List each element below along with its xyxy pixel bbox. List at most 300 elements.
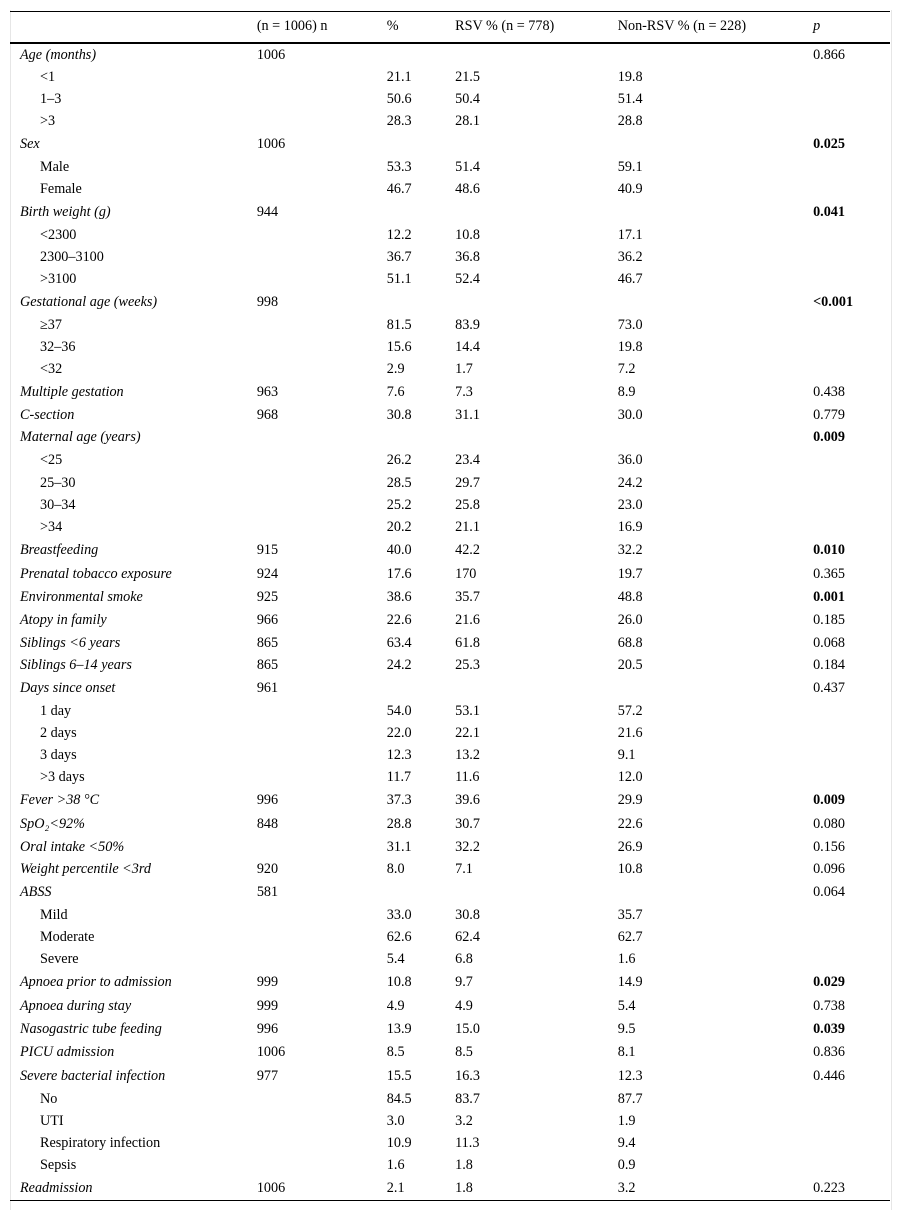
- row-p: 0.041: [813, 204, 845, 220]
- table-row: [10, 495, 890, 517]
- row-pct: 38.6: [386, 589, 412, 605]
- row-label: <32: [40, 361, 63, 377]
- header-n: (n = 1006) n: [257, 12, 387, 43]
- row-nonrsv: 12.0: [617, 769, 643, 785]
- row-label: Environmental smoke: [20, 589, 143, 605]
- row-label: 1–3: [40, 91, 62, 107]
- row-n: [257, 111, 387, 133]
- row-n: 1006: [256, 136, 286, 152]
- row-nonrsv: 68.8: [617, 635, 643, 651]
- row-pct: 53.3: [386, 159, 412, 175]
- row-label: Birth weight (g): [20, 204, 111, 220]
- table-row: [10, 539, 890, 563]
- row-label: Gestational age (weeks): [20, 294, 158, 310]
- row-n: 996: [256, 1021, 279, 1037]
- row-rsv: 29.7: [455, 475, 480, 491]
- row-pct: 30.8: [386, 407, 412, 423]
- row-pct: 15.6: [386, 339, 412, 355]
- row-rsv: 28.1: [455, 113, 480, 129]
- row-rsv: 32.2: [455, 839, 480, 855]
- row-pct: 51.1: [386, 271, 412, 287]
- row-pct: [387, 201, 455, 225]
- row-label: Sex: [20, 136, 40, 152]
- table-row: [10, 405, 890, 427]
- row-rsv: 23.4: [455, 452, 480, 468]
- row-rsv: 1.8: [455, 1177, 618, 1201]
- row-n: [257, 949, 387, 971]
- row-pct: 2.9: [386, 361, 405, 377]
- row-pct: 81.5: [386, 317, 412, 333]
- row-p: 0.223: [813, 1177, 890, 1201]
- row-rsv: 11.3: [455, 1135, 480, 1151]
- table-row: [10, 745, 890, 767]
- table-row: [10, 995, 890, 1019]
- row-rsv: 21.6: [455, 612, 480, 628]
- row-pct: 40.0: [386, 542, 412, 558]
- row-pct: 5.4: [386, 951, 405, 967]
- row-label: 1 day: [40, 703, 72, 719]
- row-nonrsv: 3.2: [618, 1177, 813, 1201]
- row-pct: 63.4: [386, 635, 412, 651]
- row-label: Apnoea prior to admission: [20, 974, 172, 990]
- row-p: [813, 1111, 890, 1133]
- row-pct: 33.0: [386, 907, 412, 923]
- row-nonrsv: [618, 133, 813, 157]
- row-nonrsv: 8.1: [617, 1044, 636, 1060]
- row-nonrsv: [618, 43, 813, 67]
- row-label: Nasogastric tube feeding: [20, 1021, 162, 1037]
- row-pct: 26.2: [386, 452, 412, 468]
- row-pct: [387, 677, 455, 701]
- table-row: [10, 1041, 890, 1065]
- row-label: Multiple gestation: [20, 384, 124, 400]
- row-pct: 25.2: [386, 497, 412, 513]
- row-n: [257, 315, 387, 337]
- table-row: [10, 927, 890, 949]
- table-row: [10, 315, 890, 337]
- row-p: 0.156: [813, 839, 845, 855]
- row-p: [813, 949, 890, 971]
- row-p: [813, 1155, 890, 1177]
- row-p: <0.001: [813, 294, 854, 310]
- row-n: 924: [256, 566, 279, 582]
- row-n: [257, 225, 387, 247]
- row-rsv: 50.4: [455, 91, 480, 107]
- row-rsv: 21.5: [455, 69, 480, 85]
- row-p: 0.009: [813, 792, 845, 808]
- table-row: [10, 225, 890, 247]
- row-rsv: 30.8: [455, 907, 480, 923]
- table-row: [10, 677, 890, 701]
- row-pct: 11.7: [386, 769, 412, 785]
- row-n: 961: [256, 680, 279, 696]
- row-n: [257, 927, 387, 949]
- row-rsv: 51.4: [455, 159, 480, 175]
- table-body: [10, 43, 890, 1201]
- row-nonrsv: 21.6: [617, 725, 643, 741]
- row-nonrsv: 22.6: [617, 816, 643, 832]
- row-nonrsv: 0.9: [617, 1157, 636, 1173]
- row-n: [257, 337, 387, 359]
- row-nonrsv: 57.2: [617, 703, 643, 719]
- row-label: >3100: [40, 271, 77, 287]
- row-rsv: 7.3: [455, 384, 473, 400]
- row-n: [257, 1089, 387, 1111]
- row-nonrsv: 9.1: [617, 747, 636, 763]
- row-rsv: 10.8: [455, 227, 480, 243]
- row-label: Sepsis: [40, 1157, 77, 1173]
- table-row: [10, 1133, 890, 1155]
- row-rsv: [455, 43, 618, 67]
- row-p: 0.437: [813, 680, 845, 696]
- row-nonrsv: 1.6: [617, 951, 636, 967]
- row-rsv: 11.6: [455, 769, 480, 785]
- row-rsv: 53.1: [455, 703, 480, 719]
- table-row: [10, 157, 890, 179]
- table-row: [10, 517, 890, 539]
- table-row: [10, 1065, 890, 1089]
- row-nonrsv: 35.7: [617, 907, 643, 923]
- header-label: [10, 12, 257, 43]
- row-label: PICU admission: [20, 1044, 115, 1060]
- row-n: [257, 269, 387, 291]
- row-p: [813, 111, 890, 133]
- row-nonrsv: 26.0: [617, 612, 643, 628]
- row-rsv: 21.1: [455, 519, 480, 535]
- row-pct: 10.8: [386, 974, 412, 990]
- table-row: [10, 609, 890, 633]
- row-rsv: 83.9: [455, 317, 480, 333]
- row-n: 944: [256, 204, 279, 220]
- row-rsv: 30.7: [455, 816, 480, 832]
- row-rsv: 3.2: [455, 1113, 473, 1129]
- row-nonrsv: 46.7: [617, 271, 643, 287]
- table-row: [10, 767, 890, 789]
- table-row: [10, 1155, 890, 1177]
- table-row: [10, 43, 890, 67]
- row-nonrsv: 9.4: [617, 1135, 636, 1151]
- row-p: [813, 225, 890, 247]
- row-n: [257, 427, 387, 449]
- table-row: [10, 1089, 890, 1111]
- row-pct: 4.9: [386, 998, 405, 1014]
- row-n: [257, 179, 387, 201]
- row-p: [813, 767, 890, 789]
- row-n: 925: [256, 589, 279, 605]
- row-pct: 46.7: [386, 181, 412, 197]
- row-label: 2300–3100: [40, 249, 104, 265]
- row-nonrsv: 36.2: [617, 249, 643, 265]
- row-n: 968: [256, 407, 279, 423]
- row-n: [257, 723, 387, 745]
- row-p: [813, 359, 890, 381]
- row-pct: 15.5: [386, 1068, 412, 1084]
- row-p: [813, 449, 890, 473]
- row-p: 0.064: [813, 884, 845, 900]
- row-label: Maternal age (years): [20, 429, 141, 445]
- row-label: Severe bacterial infection: [20, 1068, 166, 1084]
- table-row: [10, 201, 890, 225]
- row-n: [257, 89, 387, 111]
- row-p: 0.836: [813, 1044, 845, 1060]
- table-row: [10, 449, 890, 473]
- table-row: [10, 587, 890, 609]
- row-nonrsv: 26.9: [617, 839, 643, 855]
- row-pct: [387, 881, 455, 905]
- row-n: [257, 1133, 387, 1155]
- row-n: 999: [256, 998, 279, 1014]
- row-rsv: 39.6: [455, 792, 480, 808]
- row-nonrsv: [618, 427, 813, 449]
- table-row: [10, 723, 890, 745]
- row-label: SpO₂<92%: [20, 816, 85, 832]
- table-row: [10, 859, 890, 881]
- row-p: [813, 315, 890, 337]
- row-label: Male: [40, 159, 70, 175]
- row-nonrsv: [618, 881, 813, 905]
- row-pct: 31.1: [386, 839, 412, 855]
- row-pct: 2.1: [387, 1177, 455, 1201]
- row-nonrsv: 19.8: [617, 339, 643, 355]
- row-pct: 3.0: [386, 1113, 405, 1129]
- table-row: [10, 949, 890, 971]
- row-label: UTI: [40, 1113, 64, 1129]
- row-nonrsv: 73.0: [617, 317, 643, 333]
- row-p: [813, 701, 890, 723]
- row-n: 977: [256, 1068, 279, 1084]
- row-pct: 62.6: [386, 929, 412, 945]
- table-row: [10, 789, 890, 813]
- row-p: 0.185: [813, 612, 845, 628]
- row-p: 0.438: [813, 384, 845, 400]
- table-row: [10, 359, 890, 381]
- table-row: [10, 701, 890, 723]
- row-rsv: 1.8: [455, 1157, 473, 1173]
- row-nonrsv: 48.8: [617, 589, 643, 605]
- row-nonrsv: 10.8: [617, 861, 643, 877]
- row-rsv: 9.7: [455, 974, 473, 990]
- row-n: 1006: [256, 46, 286, 63]
- row-label: Atopy in family: [20, 612, 107, 628]
- row-label: <1: [40, 69, 56, 85]
- table-row: [10, 881, 890, 905]
- row-pct: 54.0: [386, 703, 412, 719]
- row-pct: 13.9: [386, 1021, 412, 1037]
- row-label: Siblings 6–14 years: [20, 657, 132, 673]
- row-label: Age (months): [20, 46, 97, 63]
- row-nonrsv: 8.9: [617, 384, 636, 400]
- row-pct: [387, 43, 455, 67]
- table-row: [10, 837, 890, 859]
- row-rsv: 1.7: [455, 361, 473, 377]
- row-p: [813, 723, 890, 745]
- row-n: [257, 1155, 387, 1177]
- table-row: [10, 111, 890, 133]
- row-rsv: 31.1: [455, 407, 480, 423]
- row-n: [257, 157, 387, 179]
- header-p: p: [813, 12, 890, 43]
- row-label: 30–34: [40, 497, 76, 513]
- row-nonrsv: 87.7: [617, 1091, 643, 1107]
- row-p: 0.080: [813, 816, 845, 832]
- row-nonrsv: [618, 201, 813, 225]
- row-n: [257, 837, 387, 859]
- row-rsv: 25.8: [455, 497, 480, 513]
- row-n: 1006: [257, 1177, 387, 1201]
- row-nonrsv: 17.1: [617, 227, 643, 243]
- table-row: [10, 337, 890, 359]
- row-n: [257, 247, 387, 269]
- row-pct: 1.6: [386, 1157, 405, 1173]
- row-pct: 28.3: [386, 113, 412, 129]
- row-nonrsv: 19.7: [617, 566, 643, 582]
- row-label: 32–36: [40, 339, 76, 355]
- header-pct: %: [387, 12, 455, 43]
- row-n: [257, 701, 387, 723]
- row-p: [813, 473, 890, 495]
- row-label: Prenatal tobacco exposure: [20, 566, 172, 582]
- row-rsv: [455, 201, 618, 225]
- row-p: [813, 1089, 890, 1111]
- row-rsv: 15.0: [455, 1021, 480, 1037]
- row-rsv: [455, 881, 618, 905]
- row-p: 0.068: [813, 635, 845, 651]
- row-label: >3: [40, 113, 56, 129]
- table-row: [10, 67, 890, 89]
- row-rsv: 83.7: [455, 1091, 480, 1107]
- row-rsv: 13.2: [455, 747, 480, 763]
- row-n: 581: [256, 884, 279, 900]
- row-p: 0.001: [813, 589, 845, 605]
- row-label: Moderate: [40, 929, 95, 945]
- row-n: [257, 1111, 387, 1133]
- row-label: Fever >38 °C: [20, 792, 100, 808]
- row-label: ABSS: [20, 884, 52, 900]
- table-header-row: [10, 12, 890, 43]
- row-p: 0.029: [813, 974, 845, 990]
- row-p: 0.866: [813, 46, 845, 63]
- row-rsv: 8.5: [455, 1044, 473, 1060]
- row-n: 963: [256, 384, 279, 400]
- row-rsv: 36.8: [455, 249, 480, 265]
- row-label: Oral intake <50%: [20, 839, 125, 855]
- row-pct: 50.6: [386, 91, 412, 107]
- row-rsv: 7.1: [455, 861, 473, 877]
- row-n: 996: [256, 792, 279, 808]
- row-p: 0.039: [813, 1021, 845, 1037]
- row-label: 2 days: [40, 725, 77, 741]
- row-pct: 22.6: [386, 612, 412, 628]
- row-nonrsv: 14.9: [617, 974, 643, 990]
- row-n: [257, 745, 387, 767]
- row-rsv: [455, 677, 618, 701]
- row-label: Days since onset: [20, 680, 116, 696]
- row-pct: 8.5: [386, 1044, 405, 1060]
- row-n: 999: [256, 974, 279, 990]
- table-row: [10, 1111, 890, 1133]
- row-pct: 28.5: [386, 475, 412, 491]
- row-pct: 22.0: [386, 725, 412, 741]
- table-row: [10, 971, 890, 995]
- row-nonrsv: 32.2: [617, 542, 643, 558]
- row-nonrsv: 24.2: [617, 475, 643, 491]
- table-row: [10, 655, 890, 677]
- row-nonrsv: 9.5: [617, 1021, 636, 1037]
- row-rsv: 16.3: [455, 1068, 480, 1084]
- row-n: [257, 67, 387, 89]
- row-p: 0.009: [813, 429, 845, 445]
- row-nonrsv: 12.3: [617, 1068, 643, 1084]
- row-rsv: 42.2: [455, 542, 480, 558]
- row-nonrsv: 30.0: [617, 407, 643, 423]
- row-p: 0.738: [813, 998, 845, 1014]
- row-label: >3 days: [40, 769, 85, 785]
- row-nonrsv: 16.9: [617, 519, 643, 535]
- row-label: C-section: [20, 407, 75, 423]
- row-n: 915: [256, 542, 279, 558]
- row-n: [257, 473, 387, 495]
- row-p: 0.184: [813, 657, 845, 673]
- row-label: >34: [40, 519, 63, 535]
- row-label: Breastfeeding: [20, 542, 99, 558]
- row-rsv: [455, 133, 618, 157]
- row-p: [813, 905, 890, 927]
- row-rsv: 14.4: [455, 339, 480, 355]
- row-pct: 24.2: [386, 657, 412, 673]
- row-label: Respiratory infection: [40, 1135, 161, 1151]
- table-row: [10, 291, 890, 315]
- row-label: <2300: [40, 227, 77, 243]
- table-row: [10, 427, 890, 449]
- row-p: [813, 269, 890, 291]
- row-nonrsv: [618, 291, 813, 315]
- row-rsv: 35.7: [455, 589, 480, 605]
- table-row: [10, 1019, 890, 1041]
- row-pct: [387, 291, 455, 315]
- table-row: [10, 905, 890, 927]
- row-rsv: 22.1: [455, 725, 480, 741]
- row-p: [813, 517, 890, 539]
- row-pct: 21.1: [386, 69, 412, 85]
- row-label: No: [40, 1091, 58, 1107]
- row-rsv: 52.4: [455, 271, 480, 287]
- table-row: [10, 89, 890, 111]
- row-pct: 12.2: [386, 227, 412, 243]
- row-nonrsv: 20.5: [617, 657, 643, 673]
- row-n: 848: [256, 816, 279, 832]
- row-p: 0.025: [813, 136, 845, 152]
- row-nonrsv: 51.4: [617, 91, 643, 107]
- row-nonrsv: 59.1: [617, 159, 643, 175]
- row-p: 0.365: [813, 566, 845, 582]
- row-p: [813, 157, 890, 179]
- row-p: [813, 67, 890, 89]
- row-label: Siblings <6 years: [20, 635, 121, 651]
- row-p: 0.446: [813, 1068, 845, 1084]
- row-label: ≥37: [40, 317, 62, 333]
- row-pct: 10.9: [386, 1135, 412, 1151]
- row-pct: 20.2: [386, 519, 412, 535]
- row-rsv: 6.8: [455, 951, 473, 967]
- table-row: [10, 813, 890, 837]
- row-nonrsv: 62.7: [617, 929, 643, 945]
- row-n: 865: [256, 657, 279, 673]
- row-label: 3 days: [40, 747, 77, 763]
- table-row: [10, 247, 890, 269]
- row-pct: [387, 133, 455, 157]
- table-row: [10, 1177, 890, 1201]
- row-nonrsv: 19.8: [617, 69, 643, 85]
